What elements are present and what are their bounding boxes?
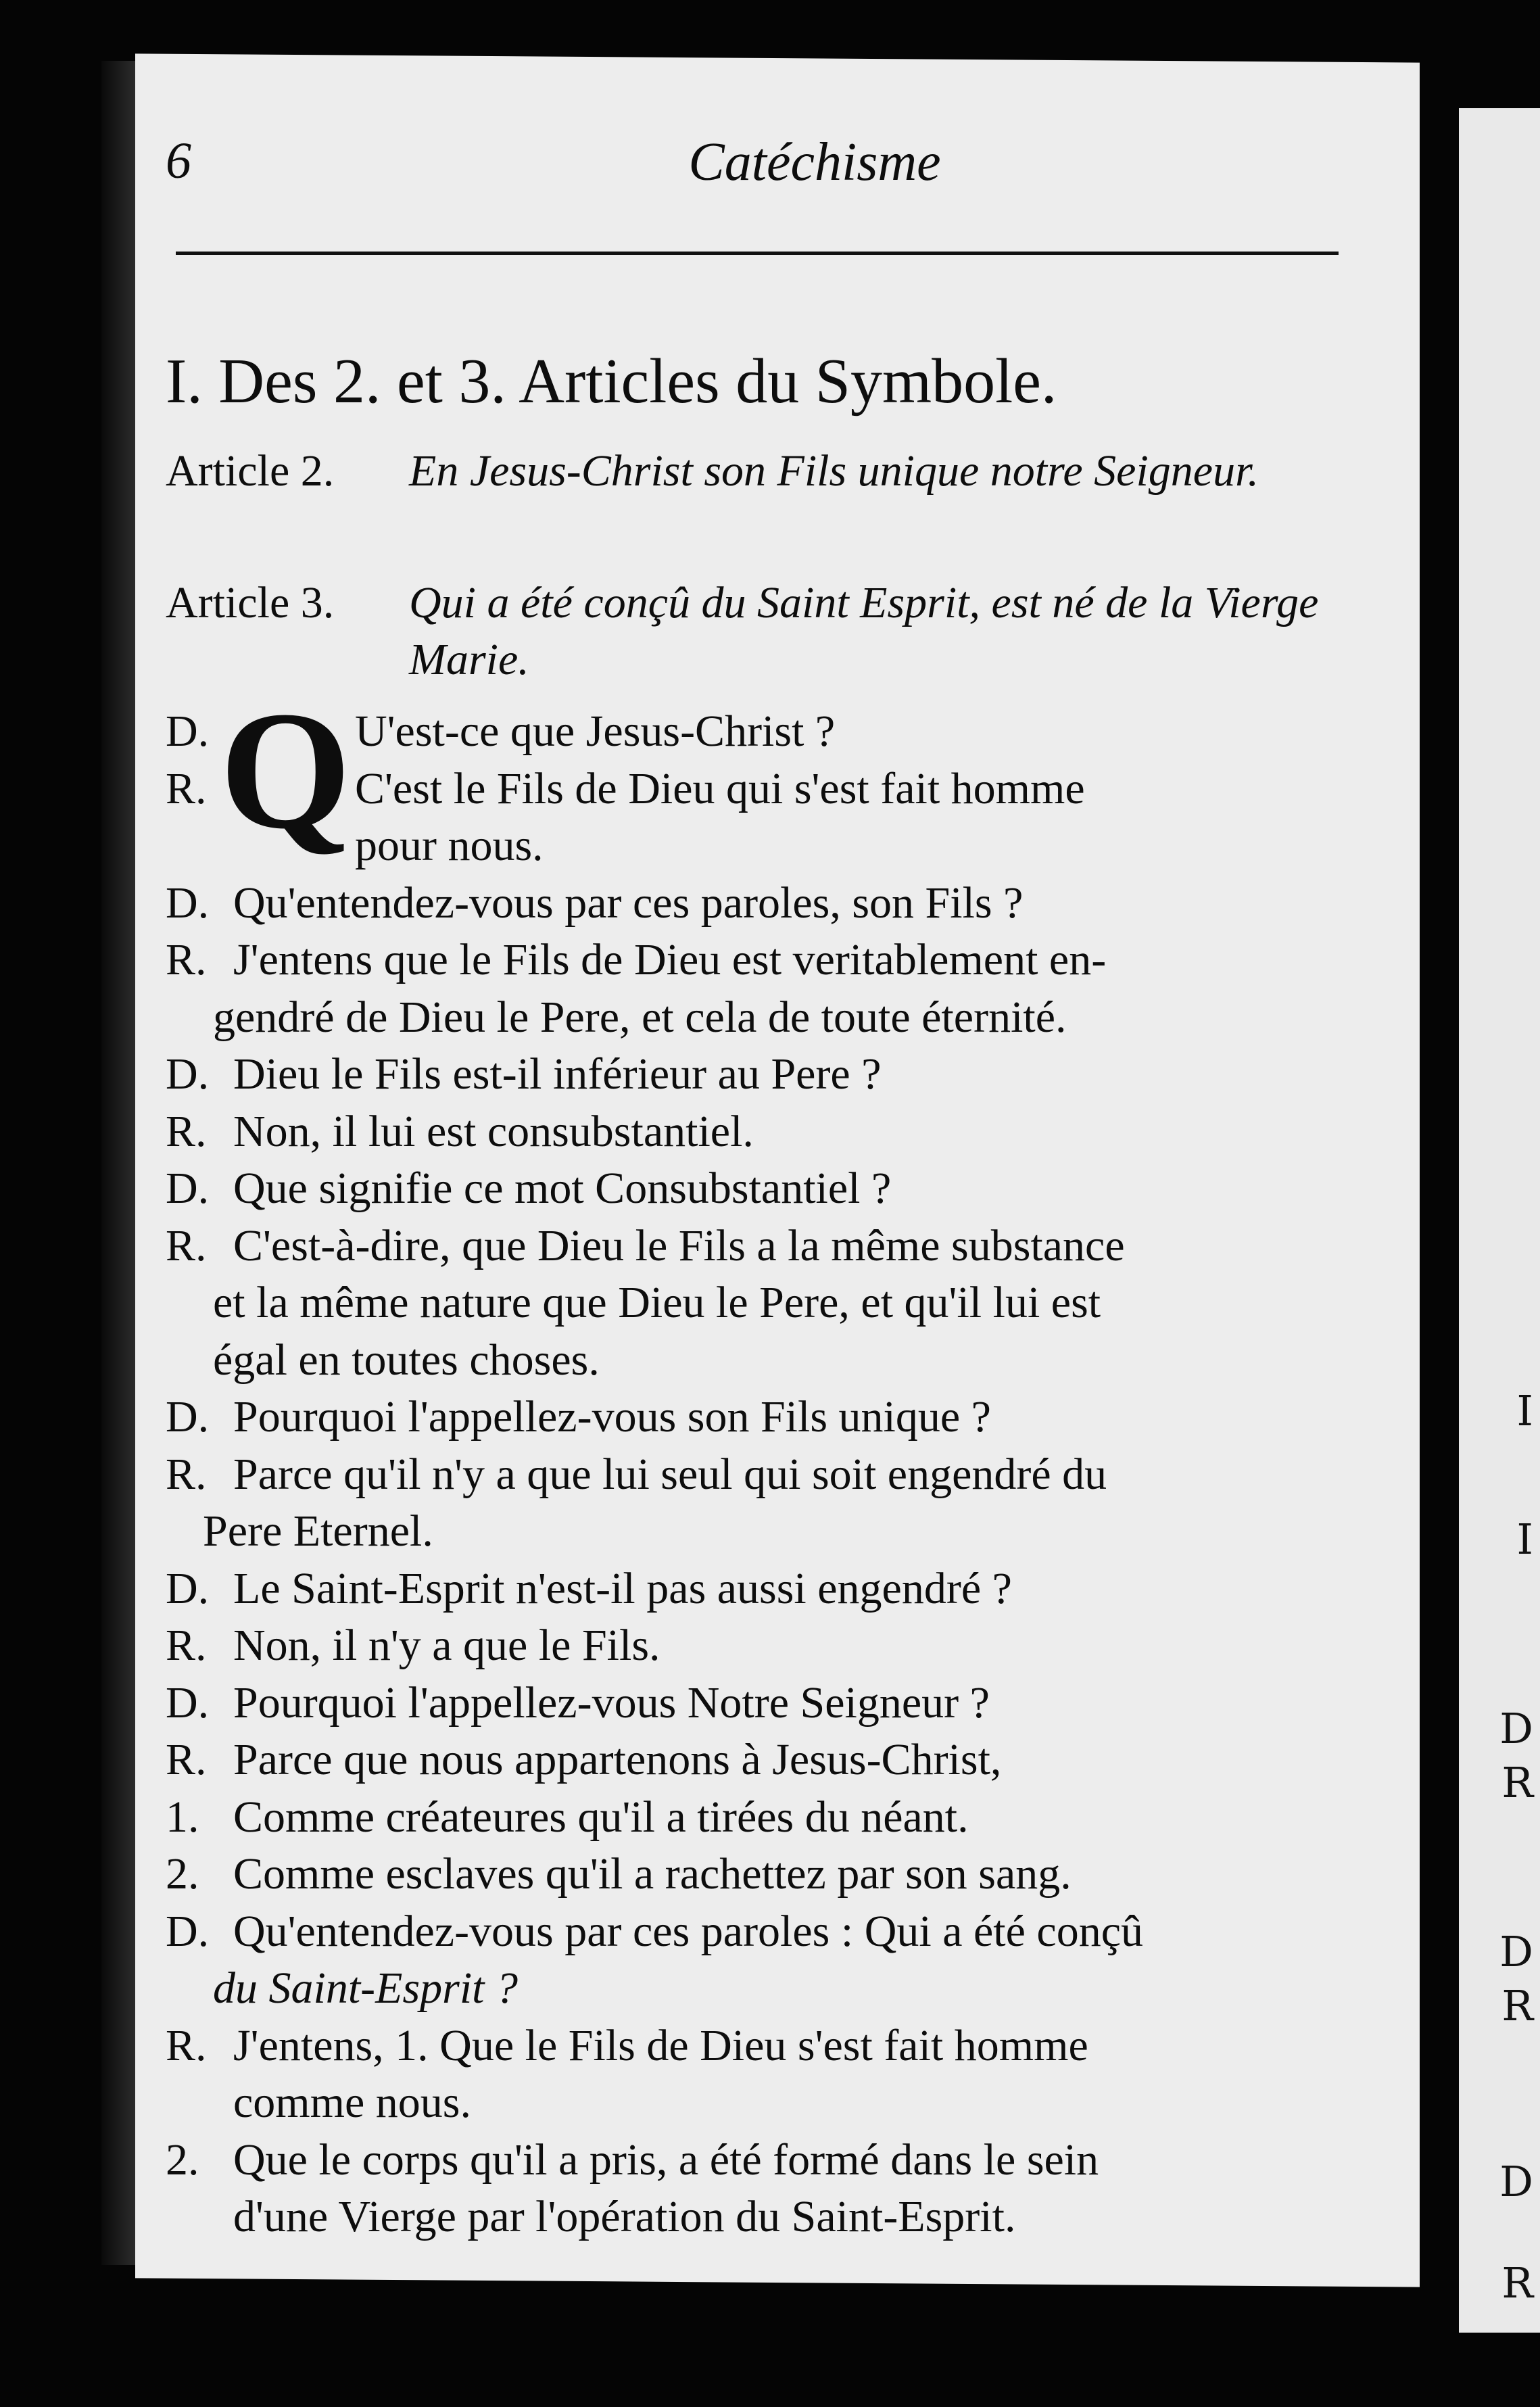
qa-text: Non, il n'y a que le Fils. [233, 1621, 660, 1670]
qa-text: Pere Eternel. [203, 1506, 433, 1556]
qa-mark: R. [166, 1449, 207, 1499]
qa-line [166, 703, 1355, 761]
qa-text: Pourquoi l'appellez-vous Notre Seigneur ? [233, 1677, 990, 1727]
page-number: 6 [166, 133, 191, 189]
qa-mark: 2. [166, 2135, 199, 2185]
qa-text: Que le corps qu'il a pris, a été formé dans le sein [233, 2135, 1099, 2185]
qa-line [166, 1160, 1355, 1218]
article-label: Article 3. [166, 578, 335, 627]
page-content [166, 61, 1376, 2241]
qa-text: Qu'entendez-vous par ces paroles, son Fils ? [233, 878, 1024, 928]
qa-mark: D. [166, 1563, 210, 1613]
qa-text: J'entens, 1. Que le Fils de Dieu s'est fait homme [233, 2020, 1088, 2070]
facing-letter: D [1499, 2157, 1533, 2206]
qa-mark: D. [166, 1392, 210, 1441]
qa-text: C'est-à-dire, que Dieu le Fils a la même substance [233, 1220, 1125, 1270]
qa-text: comme nous. [233, 2078, 471, 2127]
qa-line [166, 1560, 1355, 1618]
facing-letter: D [1499, 1704, 1533, 1753]
header-rule [176, 252, 1339, 255]
qa-text: U'est-ce que Jesus-Christ ? [355, 707, 836, 756]
qa-line [166, 2189, 1355, 2246]
qa-text: Parce que nous appartenons à Jesus-Christ, [233, 1735, 1002, 1784]
article-2 [166, 443, 1369, 558]
qa-mark: D. [166, 1164, 210, 1213]
qa-mark: R. [166, 1106, 207, 1156]
facing-letter: R [1501, 2258, 1533, 2308]
running-head: Catéchisme [688, 133, 941, 192]
drop-cap: Q [220, 677, 352, 864]
qa-mark: D. [166, 1906, 210, 1956]
qa-line [166, 817, 1355, 875]
qa-text: d'une Vierge par l'opération du Saint-Esprit. [233, 2192, 1016, 2241]
qa-line [166, 932, 1355, 989]
qa-line [166, 1046, 1355, 1103]
qa-text: égal en toutes choses. [213, 1335, 600, 1385]
qa-text: gendré de Dieu le Pere, et cela de toute éternité. [213, 992, 1067, 1042]
qa-line [166, 1903, 1355, 1961]
qa-mark: D. [166, 1049, 210, 1099]
qa-line [166, 2074, 1355, 2132]
qa-text: Qu'entendez-vous par ces paroles : Qui a été conçû [233, 1906, 1144, 1956]
qa-line [166, 1675, 1355, 1732]
qa-text: Dieu le Fils est-il inférieur au Pere ? [233, 1049, 882, 1099]
qa-mark: R. [166, 2020, 207, 2070]
qa-line [166, 1332, 1355, 1389]
section-title: I. Des 2. et 3. Articles du Symbole. [166, 346, 1057, 416]
qa-text: Non, il lui est consubstantiel. [233, 1106, 754, 1156]
qa-line [166, 2132, 1355, 2189]
qa-mark: D. [166, 878, 210, 928]
qa-text: du Saint-Esprit ? [213, 1963, 519, 2013]
qa-text: C'est le Fils de Dieu qui s'est fait homme [355, 763, 1085, 813]
qa-line [166, 1617, 1355, 1675]
qa-text: Comme créateures qu'il a tirées du néant. [233, 1792, 969, 1842]
qa-line [166, 1503, 1355, 1560]
question-answer-list [166, 677, 1355, 2246]
article-text: En Jesus-Christ son Fils unique notre Seigneur. [409, 446, 1259, 496]
qa-line [166, 1789, 1355, 1846]
qa-mark: D. [166, 707, 210, 756]
qa-mark: 2. [166, 1849, 199, 1899]
facing-letter: R [1501, 1758, 1533, 1807]
facing-letter: I [1516, 1386, 1533, 1435]
qa-line [166, 1389, 1355, 1446]
qa-mark: D. [166, 1677, 210, 1727]
qa-text: Comme esclaves qu'il a rachettez par son sang. [233, 1849, 1072, 1899]
facing-page [1459, 108, 1540, 2333]
qa-text: Parce qu'il n'y a que lui seul qui soit engendré du [233, 1449, 1107, 1499]
qa-line [166, 1103, 1355, 1161]
qa-line [166, 1446, 1355, 1504]
qa-text: et la même nature que Dieu le Pere, et qu'il lui est [213, 1278, 1101, 1327]
qa-line [166, 1732, 1355, 1789]
facing-letter: R [1501, 1981, 1533, 2030]
article-3 [166, 575, 1369, 690]
qa-mark: R. [166, 763, 207, 813]
qa-mark: 1. [166, 1792, 199, 1842]
qa-line [166, 1274, 1355, 1332]
qa-line [166, 989, 1355, 1047]
qa-line [166, 1846, 1355, 1903]
qa-mark: R. [166, 1621, 207, 1670]
qa-line [166, 1218, 1355, 1275]
article-text: Qui a été conçû du Saint Esprit, est né de la Vierge Marie. [409, 578, 1319, 684]
facing-letter: I [1516, 1515, 1533, 1564]
qa-text: pour nous. [355, 821, 544, 870]
qa-line [166, 875, 1355, 932]
qa-line [166, 761, 1355, 818]
article-label: Article 2. [166, 446, 335, 496]
qa-text: Le Saint-Esprit n'est-il pas aussi engendré ? [233, 1563, 1012, 1613]
qa-text: Pourquoi l'appellez-vous son Fils unique ? [233, 1392, 991, 1441]
qa-mark: R. [166, 1220, 207, 1270]
qa-line [166, 2018, 1355, 2075]
qa-line [166, 1960, 1355, 2018]
qa-mark: R. [166, 935, 207, 984]
qa-mark: R. [166, 1735, 207, 1784]
facing-letter: D [1499, 1927, 1533, 1976]
qa-text: J'entens que le Fils de Dieu est veritablement en- [233, 935, 1107, 984]
qa-text: Que signifie ce mot Consubstantiel ? [233, 1164, 892, 1213]
